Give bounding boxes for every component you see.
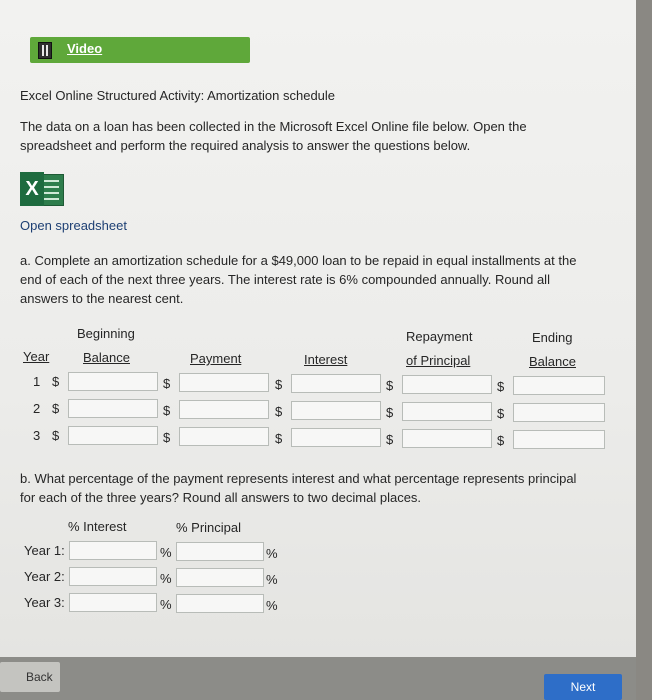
header-pct-principal: % Principal bbox=[176, 520, 242, 535]
pct-principal-input-2[interactable] bbox=[176, 568, 264, 587]
pct-interest-input-1[interactable] bbox=[69, 541, 157, 560]
pct-interest-input-2[interactable] bbox=[69, 567, 157, 586]
next-button[interactable]: Next bbox=[544, 674, 622, 700]
dollar-sign: $ bbox=[497, 406, 505, 421]
film-icon bbox=[38, 42, 52, 59]
back-button[interactable]: Back bbox=[0, 662, 60, 692]
dollar-sign: $ bbox=[275, 377, 283, 392]
principal-input-3[interactable] bbox=[402, 429, 492, 448]
interest-input-3[interactable] bbox=[291, 428, 381, 447]
dollar-sign: $ bbox=[497, 379, 505, 394]
dollar-sign: $ bbox=[52, 428, 60, 443]
background-edge bbox=[636, 0, 652, 700]
part-a-line-1: a. Complete an amortization schedule for a $49,000 loan to be repaid in equal installments at the bbox=[20, 253, 577, 268]
dollar-sign: $ bbox=[52, 401, 60, 416]
video-label: Video bbox=[67, 41, 103, 56]
principal-input-2[interactable] bbox=[402, 402, 492, 421]
percent-sign: % bbox=[160, 597, 172, 612]
intro-text bbox=[20, 117, 527, 155]
payment-input-2[interactable] bbox=[179, 400, 269, 419]
ending-balance-input-1[interactable] bbox=[513, 376, 605, 395]
header-pct-interest: % Interest bbox=[68, 519, 127, 534]
part-a-text bbox=[20, 251, 576, 308]
excel-icon[interactable]: X bbox=[20, 172, 64, 206]
part-a-line-3: answers to the nearest cent. bbox=[20, 291, 184, 306]
part-b-line-2: for each of the three years? Round all answers to two decimal places. bbox=[20, 490, 422, 505]
ending-balance-input-2[interactable] bbox=[513, 403, 605, 422]
footer-bar bbox=[0, 657, 636, 700]
percent-sign: % bbox=[266, 598, 278, 613]
header-ending-balance: Balance bbox=[529, 354, 576, 369]
percent-sign: % bbox=[160, 571, 172, 586]
percent-sign: % bbox=[160, 545, 172, 560]
dollar-sign: $ bbox=[386, 378, 394, 393]
header-beginning-balance: Balance bbox=[83, 350, 130, 365]
part-b-text bbox=[20, 469, 576, 507]
header-year: Year bbox=[23, 349, 50, 364]
dollar-sign: $ bbox=[275, 431, 283, 446]
header-beginning: Beginning bbox=[77, 326, 135, 341]
principal-input-1[interactable] bbox=[402, 375, 492, 394]
year-label: 3 bbox=[33, 428, 41, 443]
beginning-balance-input-2[interactable] bbox=[68, 399, 158, 418]
payment-input-1[interactable] bbox=[179, 373, 269, 392]
pct-interest-input-3[interactable] bbox=[69, 593, 157, 612]
beginning-balance-input-1[interactable] bbox=[68, 372, 158, 391]
interest-input-1[interactable] bbox=[291, 374, 381, 393]
beginning-balance-input-3[interactable] bbox=[68, 426, 158, 445]
activity-title: Excel Online Structured Activity: Amortization schedule bbox=[20, 88, 336, 103]
year-label: 1 bbox=[33, 374, 41, 389]
pct-year-label: Year 2: bbox=[24, 569, 65, 584]
header-interest: Interest bbox=[304, 352, 348, 367]
payment-input-3[interactable] bbox=[179, 427, 269, 446]
year-label: 2 bbox=[33, 401, 41, 416]
ending-balance-input-3[interactable] bbox=[513, 430, 605, 449]
dollar-sign: $ bbox=[497, 433, 505, 448]
percent-sign: % bbox=[266, 572, 278, 587]
part-b-line-1: b. What percentage of the payment represents interest and what percentage represents principal bbox=[20, 471, 577, 486]
video-button[interactable] bbox=[30, 37, 250, 63]
interest-input-2[interactable] bbox=[291, 401, 381, 420]
dollar-sign: $ bbox=[386, 405, 394, 420]
pct-year-label: Year 1: bbox=[24, 543, 65, 558]
header-repayment: Repayment bbox=[406, 329, 473, 344]
pct-principal-input-3[interactable] bbox=[176, 594, 264, 613]
pct-principal-input-1[interactable] bbox=[176, 542, 264, 561]
dollar-sign: $ bbox=[52, 374, 60, 389]
dollar-sign: $ bbox=[275, 404, 283, 419]
percent-sign: % bbox=[266, 546, 278, 561]
header-payment: Payment bbox=[190, 351, 242, 366]
dollar-sign: $ bbox=[163, 430, 171, 445]
dollar-sign: $ bbox=[163, 403, 171, 418]
header-ending: Ending bbox=[532, 330, 573, 345]
intro-line-2: spreadsheet and perform the required analysis to answer the questions below. bbox=[20, 138, 471, 153]
part-a-line-2: end of each of the next three years. The interest rate is 6% compounded annually. Round all bbox=[20, 272, 550, 287]
dollar-sign: $ bbox=[386, 432, 394, 447]
intro-line-1: The data on a loan has been collected in the Microsoft Excel Online file below. Open the bbox=[20, 119, 527, 134]
open-spreadsheet-link[interactable]: Open spreadsheet bbox=[20, 218, 127, 233]
header-of-principal: of Principal bbox=[406, 353, 471, 368]
dollar-sign: $ bbox=[163, 376, 171, 391]
pct-year-label: Year 3: bbox=[24, 595, 65, 610]
